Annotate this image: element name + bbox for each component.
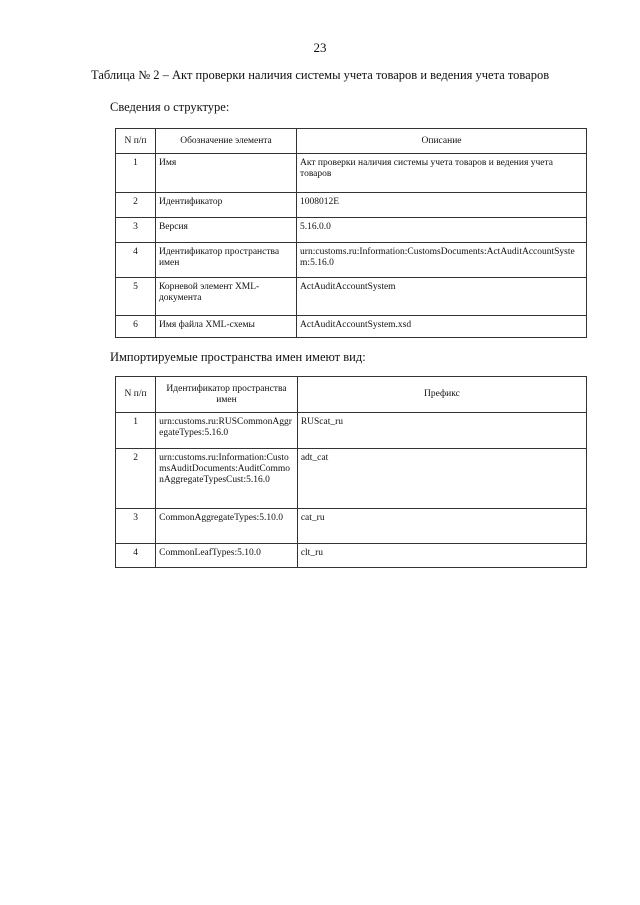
- table-header-row: [116, 377, 587, 413]
- column-header-number: N п/п: [116, 129, 156, 154]
- structure-table: [115, 128, 587, 338]
- table-row: [116, 218, 587, 243]
- element-description: ActAuditAccountSystem: [297, 278, 587, 316]
- row-number: 6: [116, 316, 156, 338]
- namespace-identifier: CommonAggregateTypes:5.10.0: [156, 509, 298, 544]
- namespaces-heading: Импортируемые пространства имен имеют вид:: [110, 350, 366, 364]
- namespace-identifier: urn:customs.ru:RUSCommonAggregateTypes:5.16.0: [156, 413, 298, 449]
- row-number: 2: [116, 193, 156, 218]
- element-description: 5.16.0.0: [297, 218, 587, 243]
- document-title: Таблица № 2 – Акт проверки наличия системы учета товаров и ведения учета товаров: [91, 68, 550, 82]
- namespace-prefix: RUScat_ru: [297, 413, 586, 449]
- row-number: 4: [116, 544, 156, 568]
- namespace-prefix: clt_ru: [297, 544, 586, 568]
- table-row: [116, 316, 587, 338]
- table-row: [116, 193, 587, 218]
- element-description: 1008012E: [297, 193, 587, 218]
- column-header-prefix: Префикс: [297, 377, 586, 413]
- element-description: ActAuditAccountSystem.xsd: [297, 316, 587, 338]
- row-number: 3: [116, 218, 156, 243]
- row-number: 2: [116, 449, 156, 509]
- table-row: [116, 509, 587, 544]
- table-row: [116, 154, 587, 193]
- element-description: urn:customs.ru:Information:CustomsDocuments:ActAuditAccountSystem:5.16.0: [297, 243, 587, 278]
- row-number: 3: [116, 509, 156, 544]
- namespace-prefix: adt_cat: [297, 449, 586, 509]
- element-name: Имя файла XML-схемы: [155, 316, 296, 338]
- table-row: [116, 413, 587, 449]
- table-row: [116, 278, 587, 316]
- row-number: 1: [116, 154, 156, 193]
- table-row: [116, 449, 587, 509]
- row-number: 4: [116, 243, 156, 278]
- row-number: 5: [116, 278, 156, 316]
- table-row: [116, 544, 587, 568]
- namespace-identifier: CommonLeafTypes:5.10.0: [156, 544, 298, 568]
- column-header-element: Обозначение элемента: [155, 129, 296, 154]
- namespace-identifier: urn:customs.ru:Information:CustomsAuditDocuments:AuditCommonAggregateTypesCust:5.16.0: [156, 449, 298, 509]
- element-name: Корневой элемент XML-документа: [155, 278, 296, 316]
- table-header-row: [116, 129, 587, 154]
- element-name: Имя: [155, 154, 296, 193]
- structure-heading: Сведения о структуре:: [110, 100, 230, 114]
- table-row: [116, 243, 587, 278]
- column-header-number: N п/п: [116, 377, 156, 413]
- namespace-prefix: cat_ru: [297, 509, 586, 544]
- element-name: Версия: [155, 218, 296, 243]
- element-name: Идентификатор: [155, 193, 296, 218]
- column-header-identifier: Идентификатор пространства имен: [156, 377, 298, 413]
- element-description: Акт проверки наличия системы учета товаров и ведения учета товаров: [297, 154, 587, 193]
- element-name: Идентификатор пространства имен: [155, 243, 296, 278]
- row-number: 1: [116, 413, 156, 449]
- page-number: 23: [313, 40, 327, 55]
- namespaces-table: [115, 376, 587, 568]
- column-header-description: Описание: [297, 129, 587, 154]
